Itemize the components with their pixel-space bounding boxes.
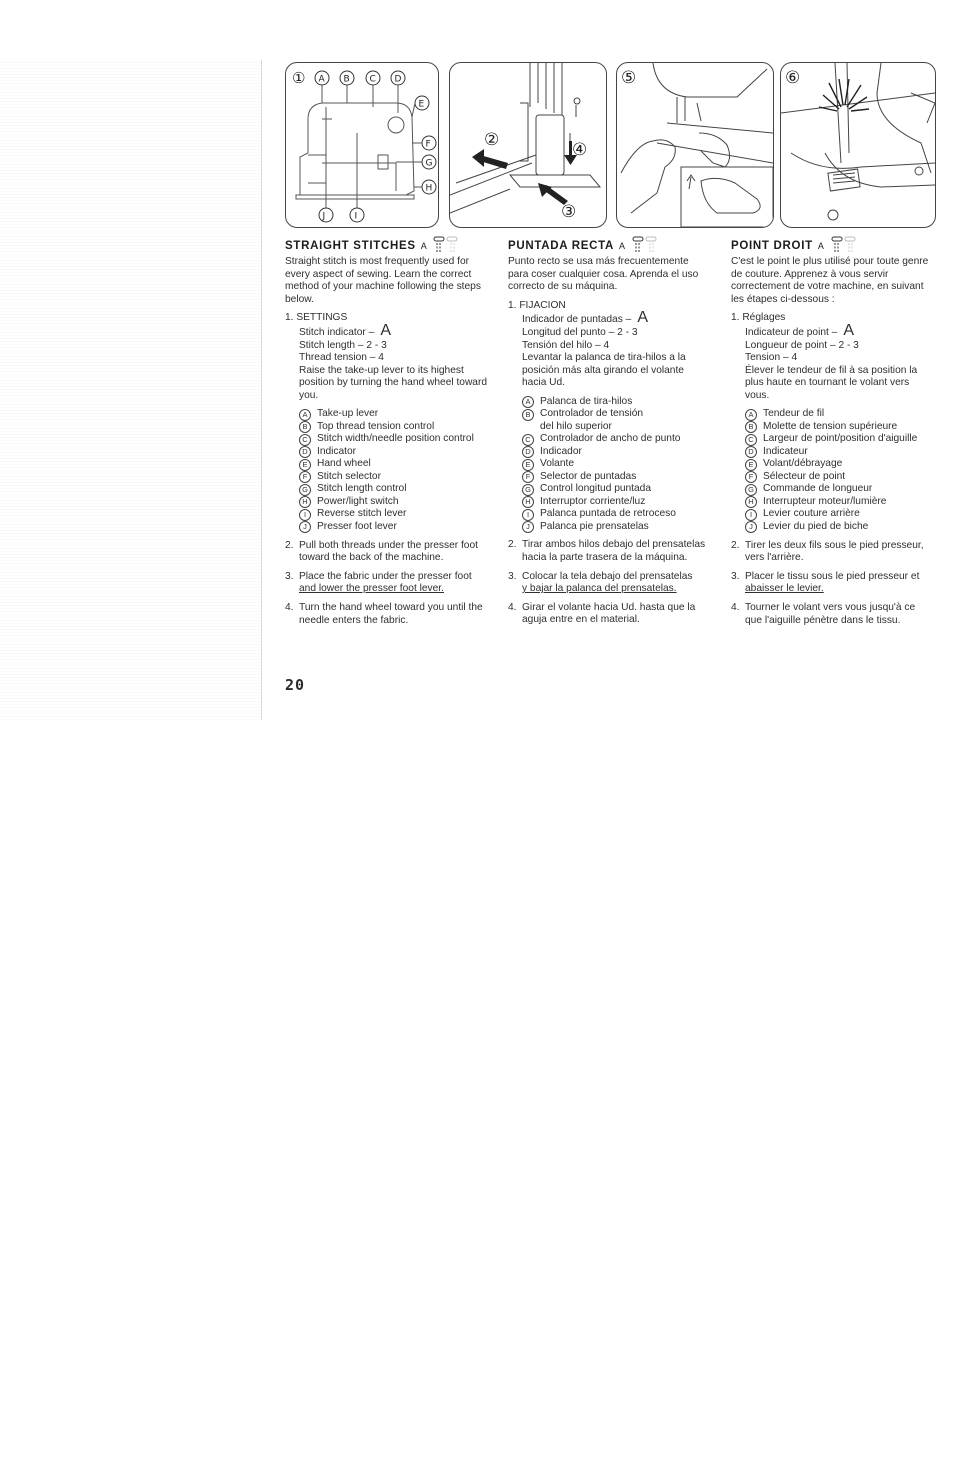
part-item [299,434,488,447]
fig1-label-g: G [425,158,433,169]
french-settings-head: 1. Réglages [731,312,786,324]
part-key-badge: B [522,409,534,421]
fig1-label-b: B [343,74,350,85]
part-key-badge: I [745,509,757,521]
english-stitch-length: Stitch length – 2 - 3 [299,339,387,351]
straight-stitch-symbol-icon [631,236,661,253]
part-label: Levier couture arrière [763,508,860,520]
part-item [745,509,934,522]
part-item [745,484,934,497]
english-symbol-letter: A [420,241,428,252]
page-number: 20 [285,676,306,694]
part-label: Power/light switch [317,495,399,507]
part-key-badge: F [299,471,311,483]
part-item [745,421,934,434]
part-label: Selector de puntadas [540,470,637,482]
part-key-badge: F [745,471,757,483]
machine-overview-illustration [286,63,438,227]
english-section-header [285,236,488,253]
part-label: del hilo superior [540,420,612,432]
part-key-badge: C [299,434,311,446]
french-step-3: 3. Placer le tissu sous le pied presseur et abaisser le levier. [731,570,920,595]
english-parts-list [285,409,488,534]
spanish-raise-lever: Levantar la palanca de tira-hilos a la posición más alta girando el volante hacia Ud. [522,352,686,389]
english-raise-lever: Raise the take-up lever to its highest position by turning the hand wheel toward you. [299,364,488,401]
straight-stitch-symbol-icon [830,236,860,253]
part-key-badge: J [299,521,311,533]
english-thread-tension: Thread tension – 4 [299,352,384,364]
part-label: Commande de longueur [763,483,873,495]
fig1-label-a: A [318,74,325,85]
french-parts-list [731,409,934,534]
part-key-badge: D [299,446,311,458]
part-key-badge: G [299,484,311,496]
part-item [299,446,488,459]
spanish-settings-head: 1. FIJACION [508,299,566,311]
part-key-badge: F [522,471,534,483]
spanish-step-4: 4. Girar el volante hacia Ud. hasta que la aguja entre en el material. [508,601,696,626]
part-item [522,483,711,496]
part-item [522,408,711,421]
part-item [299,509,488,522]
part-key-badge: A [299,409,311,421]
part-item [745,434,934,447]
part-item [299,496,488,509]
part-label: Volante [540,458,574,470]
part-item [299,484,488,497]
part-item [299,521,488,534]
part-key-badge: G [745,484,757,496]
fig3-step-5: ⑤ [621,68,637,88]
part-key-badge: G [522,484,534,496]
spanish-indicator-value: A [637,309,648,327]
part-label: Interruptor corriente/luz [540,495,646,507]
part-key-badge: E [745,459,757,471]
part-label: Interrupteur moteur/lumière [763,495,887,507]
spanish-step-3: 3. Colocar la tela debajo del prensatelas y bajar la palanca del prensatelas. [508,570,693,595]
french-raise-lever: Élever le tendeur de fil à sa position la plus haute en tournant le volant vers vous. [745,364,918,401]
english-intro: Straight stitch is most frequently used for every aspect of sewing. Learn the correct method of your machine following the steps below. [285,256,481,305]
fig1-step-number: ① [292,69,306,87]
scan-shading [0,60,262,720]
part-item [299,471,488,484]
french-intro: C'est le point le plus utilisé pour toute genre de couture. Apprenez à vous servir correctement de votre machine, en suivant les étapes ci-dessous : [731,256,929,305]
part-item [299,409,488,422]
part-label: Tendeur de fil [763,408,825,420]
part-label: Molette de tension supérieure [763,420,898,432]
page-fold-line [261,60,262,720]
part-item [522,421,711,434]
figure-needle-enters [780,62,936,228]
fig1-label-f: F [425,139,431,150]
part-label: Palanca de tira-hilos [540,395,633,407]
part-key-badge: A [745,409,757,421]
part-item [745,446,934,459]
fig1-label-j: J [322,211,326,222]
figure-machine-overview [285,62,439,228]
part-key-badge: E [299,459,311,471]
part-item [745,496,934,509]
straight-stitch-symbol-icon [432,236,462,253]
part-label: Stitch width/needle position control [317,433,474,445]
column-english [285,236,488,627]
fig1-label-i: I [354,211,358,222]
part-label: Palanca puntada de retroceso [540,508,676,520]
part-item [522,396,711,409]
part-item [522,471,711,484]
part-label: Hand wheel [317,458,371,470]
french-title: POINT DROIT [731,240,813,253]
part-label: Sélecteur de point [763,470,846,482]
fig1-label-h: H [425,183,433,194]
part-item [522,521,711,534]
part-key-badge: D [522,446,534,458]
part-key-badge: C [745,434,757,446]
part-item [522,433,711,446]
english-title: STRAIGHT STITCHES [285,240,416,253]
fig1-label-e: E [418,99,425,110]
part-key-badge: I [299,509,311,521]
part-item [522,446,711,459]
figure-place-fabric [616,62,774,228]
part-key-badge: A [522,396,534,408]
part-label: Stitch length control [317,483,407,495]
english-step-2: 2. Pull both threads under the presser foot toward the back of the machine. [285,539,478,564]
part-key-badge: H [745,496,757,508]
part-key-badge: J [745,521,757,533]
part-label: Indicateur [763,445,808,457]
part-item [745,521,934,534]
spanish-section-header [508,236,711,253]
part-key-badge: H [522,496,534,508]
part-key-badge: J [522,521,534,533]
presser-foot-illustration [450,63,606,227]
part-label: Stitch selector [317,470,381,482]
part-item [299,459,488,472]
part-key-badge: B [745,421,757,433]
spanish-parts-list [508,396,711,534]
english-settings-head: 1. SETTINGS [285,312,348,324]
fig2-step-2: ② [484,130,500,150]
part-key-badge: B [299,421,311,433]
spanish-symbol-letter: A [619,241,626,252]
part-key-badge: D [745,446,757,458]
column-spanish [508,236,711,627]
part-item [522,496,711,509]
fig1-label-c: C [369,74,376,85]
part-label: Indicador [540,445,582,457]
spanish-step-2: 2. Tirar ambos hilos debajo del prensatelas hacia la parte trasera de la máquina. [508,539,706,564]
part-label: Top thread tension control [317,420,435,432]
fig2-step-4: ④ [572,140,588,160]
part-label: Largeur de point/position d'aiguille [763,433,918,445]
english-step-4: 4. Turn the hand wheel toward you until the needle enters the fabric. [285,601,483,626]
part-item [745,459,934,472]
part-key-badge: I [522,509,534,521]
fig2-step-3: ③ [561,202,577,222]
part-label: Volant/débrayage [763,458,843,470]
part-label: Presser foot lever [317,520,397,532]
part-item [522,458,711,471]
spanish-intro: Punto recto se usa más frecuentemente para coser cualquier cosa. Aprenda el uso correcto de su máquina. [508,256,699,293]
spanish-stitch-length: Longitud del punto – 2 - 3 [522,326,638,338]
needle-plate-illustration [781,63,935,227]
spanish-indicator-label: Indicador de puntadas – [522,314,632,326]
part-label: Control longitud puntada [540,483,652,495]
french-section-header [731,236,934,253]
french-stitch-length: Longueur de point – 2 - 3 [745,339,859,351]
french-indicator-value: A [843,321,854,339]
figure-pull-threads [449,62,607,228]
french-indicator-label: Indicateur de point – [745,326,838,338]
part-label: Palanca pie prensatelas [540,520,649,532]
english-indicator-label: Stitch indicator – [299,326,375,338]
french-step-4: 4. Tourner le volant vers vous jusqu'à ce que l'aiguille pénètre dans le tissu. [731,601,916,626]
part-label: Reverse stitch lever [317,508,407,520]
part-label: Levier du pied de biche [763,520,869,532]
part-key-badge: E [522,459,534,471]
part-item [299,421,488,434]
part-label: Indicator [317,445,357,457]
part-key-badge: H [299,496,311,508]
part-label: Take-up lever [317,408,379,420]
part-key-badge: C [522,434,534,446]
part-item [745,409,934,422]
french-thread-tension: Tension – 4 [745,352,798,364]
part-label: Controlador de tensión [540,408,644,420]
fig1-label-d: D [394,74,402,85]
french-symbol-letter: A [817,241,825,252]
hands-fabric-illustration [617,63,773,227]
part-item [745,471,934,484]
part-item [522,508,711,521]
spanish-thread-tension: Tensión del hilo – 4 [522,339,610,351]
spanish-title: PUNTADA RECTA [508,240,614,253]
english-indicator-value: A [380,321,391,339]
part-label: Controlador de ancho de punto [540,433,681,445]
french-step-2: 2. Tirer les deux fils sous le pied presseur, vers l'arrière. [731,539,924,564]
english-step-3: 3. Place the fabric under the presser foot and lower the presser foot lever. [285,570,472,595]
fig4-step-6: ⑥ [785,68,801,88]
column-french [731,236,934,627]
